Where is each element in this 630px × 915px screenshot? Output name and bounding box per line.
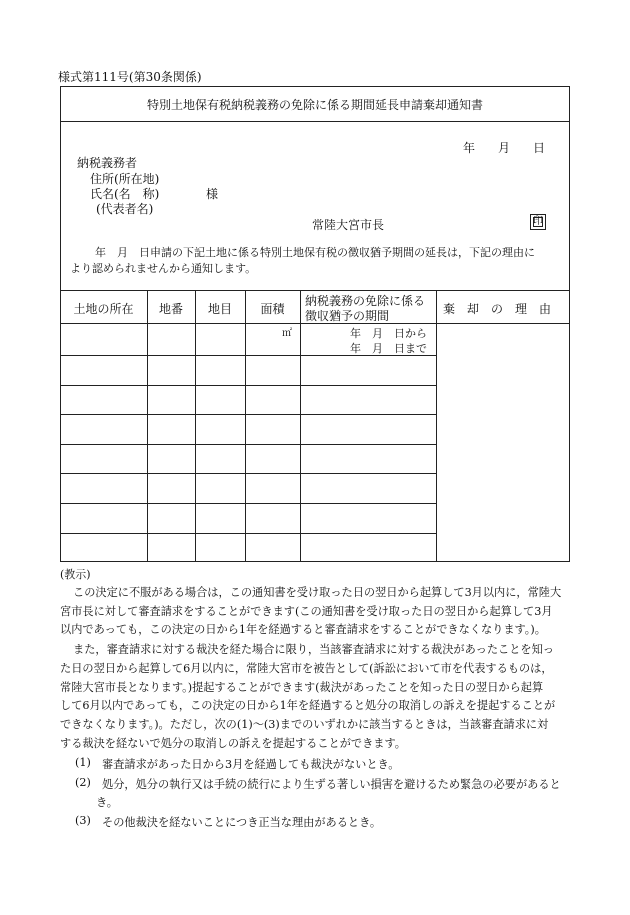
- statement-line-1: 年 月 日申請の下記土地に係る特別土地保有税の徴収猶予期間の延長は，下記の理由に: [95, 246, 535, 259]
- col-line-5: [436, 290, 437, 562]
- seal-stamp: 印: [530, 214, 546, 230]
- row-line-7: [60, 533, 436, 534]
- item-2-continuation: き。: [96, 796, 118, 809]
- table-top-border: [60, 290, 570, 291]
- instruction-line-5: た日の翌日から起算して6月以内に，常陸大宮市を被告として(訴訟において市を代表するものは，: [60, 662, 553, 675]
- period-from: 年 月 日から: [350, 327, 427, 340]
- honorific: 様: [206, 187, 219, 201]
- form-number: 様式第111号(第30条関係): [58, 70, 202, 84]
- instruction-line-7: して6月以内であっても，この決定の日から1年を経過すると処分の取消しの訴えを提起することが: [60, 699, 556, 712]
- item-3-text: その他裁決を経ないことにつき正当な理由があるとき。: [102, 816, 382, 829]
- title-divider: [60, 121, 570, 122]
- header-area: 面積: [260, 302, 285, 316]
- col-line-1: [147, 290, 148, 562]
- item-1-number: (1): [75, 756, 91, 769]
- date-month: 月: [498, 141, 511, 155]
- row-line-4: [60, 444, 436, 445]
- col-line-3: [245, 290, 246, 562]
- name-label: 氏名(名 称): [90, 187, 160, 201]
- address-label: 住所(所在地): [90, 172, 160, 186]
- period-to: 年 月 日まで: [350, 342, 427, 355]
- col-line-4: [300, 290, 301, 562]
- row-line-2: [60, 385, 436, 386]
- date-day: 日: [533, 141, 546, 155]
- representative-label: (代表者名): [96, 202, 154, 216]
- instruction-line-3: 以内であっても，この決定の日から1年を経過すると審査請求をすることができなくなります。)。: [60, 623, 546, 636]
- statement-line-2: より認められませんから通知します。: [70, 262, 257, 275]
- instruction-line-1: この決定に不服がある場合は，この通知書を受け取った日の翌日から起算して3月以内に，常陸大: [73, 586, 562, 599]
- instruction-line-6: 常陸大宮市長となります。)提起することができます(裁決があったことを知った日の翌日から起算: [60, 681, 544, 694]
- col-line-2: [195, 290, 196, 562]
- item-2-number: (2): [75, 776, 91, 789]
- item-1-text: 審査請求があった日から3月を経過しても裁決がないとき。: [102, 758, 400, 771]
- header-land-category: 地目: [207, 302, 232, 316]
- item-3-number: (3): [75, 814, 91, 827]
- instruction-line-2: 宮市長に対して審査請求をすることができます(この通知書を受け取った日の翌日から起算して3月: [60, 605, 553, 618]
- table-header-border-reason: [436, 323, 570, 324]
- taxpayer-label: 納税義務者: [77, 156, 138, 170]
- row-line-6: [60, 503, 436, 504]
- instruction-line-9: する裁決を経ないで処分の取消しの訴えを提起することができます。: [60, 737, 406, 750]
- header-lot-number: 地番: [158, 302, 183, 316]
- item-2-text: 処分，処分の執行又は手続の続行により生ずる著しい損害を避けるため緊急の必要があると: [102, 778, 561, 791]
- header-reason: 棄 却 の 理 由: [443, 302, 552, 316]
- instruction-line-8: できなくなります。)。ただし，次の(1)～(3)までのいずれかに該当するときは，当該審査請求に対: [60, 718, 549, 731]
- row-line-5: [60, 473, 436, 474]
- area-unit: ㎡: [282, 328, 292, 339]
- header-location: 土地の所在: [73, 302, 134, 316]
- instruction-line-4: また，審査請求に対する裁決を経た場合に限り，当該審査請求に対する裁決があったことを知っ: [73, 643, 554, 656]
- header-period-line-2: 徴収猶予の期間: [305, 309, 390, 323]
- instruction-label: (教示): [60, 568, 91, 581]
- header-period-line-1: 納税義務の免除に係る: [305, 294, 426, 308]
- date-year: 年: [463, 141, 476, 155]
- form-title: 特別土地保有税納税義務の免除に係る期間延長申請棄却通知書: [146, 98, 483, 112]
- issuer-name: 常陸大宮市長: [312, 218, 385, 232]
- row-line-3: [60, 414, 436, 415]
